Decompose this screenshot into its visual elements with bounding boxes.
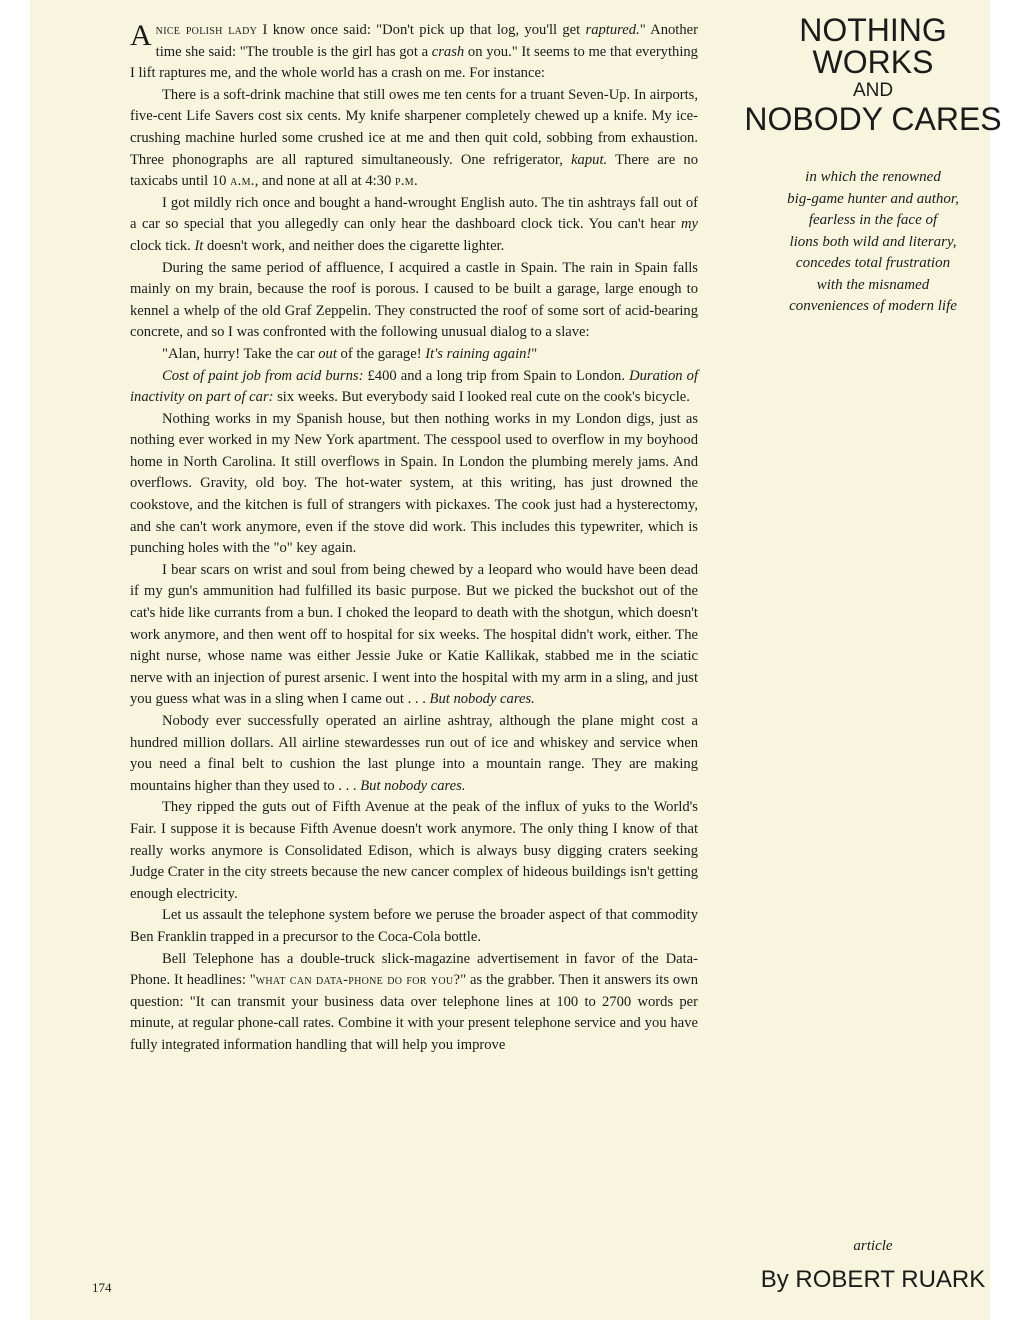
- paragraph: Anice polish lady I know once said: "Don't pick up that log, you'll get raptured." Another time she said: "The trouble is the girl has got a crash on you." It seems to me that everything I lift raptures me, and the whole world has a crash on me. For instance:: [130, 19, 698, 82]
- dek-line: concedes total frustration: [795, 255, 951, 271]
- paragraph: Let us assault the telephone system before we peruse the broader aspect of that commodity Ben Franklin trapped in a precursor to the Coca-Cola bottle.: [130, 907, 698, 945]
- subheading-dek: [742, 167, 1004, 318]
- paragraph: There is a soft-drink machine that still owes me ten cents for a truant Seven-Up. In airports, five-cent Life Savers cost six cents. My knife sharpener completely chewed up a knife. My ice-crushing machine hurled some crushed ice at me and then quit cold, sobbing from exhaustion. Three phonographs are all raptured simultaneously. One refrigerator, kaput. There are no taxicabs until 10 a.m., and none at all at 4:30 p.m.: [130, 86, 698, 190]
- paragraph: I bear scars on wrist and soul from being chewed by a leopard who would have been dead if my gun's ammunition had fulfilled its basic purpose. But we picked the buckshot out of the cat's hide like currants from a bun. I choked the leopard to death with the shotgun, which doesn't work anymore, and then went off to hospital for six weeks. The hospital didn't work, either. The night nurse, whose name was either Jessie Juke or Katie Kallikak, stabbed me in the sciatic nerve with an injection of purest arsenic. I went into the hospital with my arm in a sling, and just you guess what was in a sling when I came out . . . But nobody cares.: [130, 561, 698, 708]
- paragraph: During the same period of affluence, I acquired a castle in Spain. The rain in Spain falls mainly on my brain, because the roof is porous. I caused to be built a garage, large enough to kennel a whelp of the old Graf Zeppelin. They constructed the roof of some sort of acid-bearing concrete, and so I was confronted with the following unusual dialog to a slave:: [130, 259, 698, 341]
- dek-line: big-game hunter and author,: [787, 190, 959, 207]
- paragraph: Nobody ever successfully operated an airline ashtray, although the plane might cost a hundred million dollars. All airline stewardesses run out of ice and whiskey and service when you need a final belt to cushion the last plunge into a mountain range. They are making mountains higher than they used to . . . But nobody cares.: [130, 713, 698, 794]
- headline-line-3: NOBODY CARES: [744, 101, 1002, 137]
- magazine-page: [30, 0, 1002, 1320]
- article-type-label: article: [853, 1238, 893, 1254]
- headline-line-2: AND: [852, 80, 894, 101]
- paragraph: They ripped the guts out of Fifth Avenue at the peak of the influx of yuks to the World's Fair. I suppose it is because Fifth Avenue doesn't work anymore. The only thing I know of that really works anymore is Consolidated Edison, which is always busy digging craters seeking Judge Crater in the city streets because the new cancer complex of hideous buildings isn't getting enough electricity.: [130, 799, 698, 902]
- article-body: [130, 20, 698, 1057]
- page-number: 174: [92, 1280, 112, 1295]
- headline-line-1: NOTHING WORKS: [799, 12, 947, 80]
- drop-cap: A: [130, 19, 152, 52]
- dek-line: with the misnamed: [816, 276, 930, 293]
- article-headline-block: [742, 14, 1004, 318]
- paragraph: Bell Telephone has a double-truck slick-magazine advertisement in favor of the Data-Phone. It headlines: "what can data-phone do for you?" as the grabber. Then it answers its own question: "It can transmit your business data over telephone lines at 100 to 2700 words per minute, at regular phone-call rates. Combine it with your present telephone service and you have fully integrated information handling that will help you improve: [130, 950, 698, 1053]
- paragraph: Nothing works in my Spanish house, but then nothing works in my London digs, just as nothing ever worked in my New York apartment. The cesspool used to overflow in my boyhood home in North Carolina. It still overflows in Spain. In London the plumbing merely jams. And overflows. Gravity, old boy. The hot-water system, at this writing, has just drowned the cookstove, and the kitchen is full of strangers with pickaxes. The cook just had a hysterectomy, and she can't work anymore, even if the stove did work. This includes this typewriter, which is punching holes with the "o" key again.: [130, 410, 698, 557]
- paragraph: Cost of paint job from acid burns: £400 and a long trip from Spain to London. Duration of inactivity on part of car: six weeks. But everybody said I looked real cute on the cook's bicycle.: [130, 367, 698, 406]
- dek-line: lions both wild and literary,: [789, 233, 957, 250]
- dek-line: conveniences of modern life: [789, 298, 957, 314]
- paragraph: "Alan, hurry! Take the car out of the garage! It's raining again!": [162, 345, 538, 362]
- author-byline: By ROBERT RUARK: [760, 1266, 986, 1293]
- dek-line: in which the renowned: [805, 169, 941, 185]
- paragraph: I got mildly rich once and bought a hand-wrought English auto. The tin ashtrays fall out of a car so special that you allegedly can only hear the dashboard clock tick. You can't hear my clock tick. It doesn't work, and neither does the cigarette lighter.: [130, 194, 698, 254]
- dek-line: fearless in the face of: [808, 212, 938, 228]
